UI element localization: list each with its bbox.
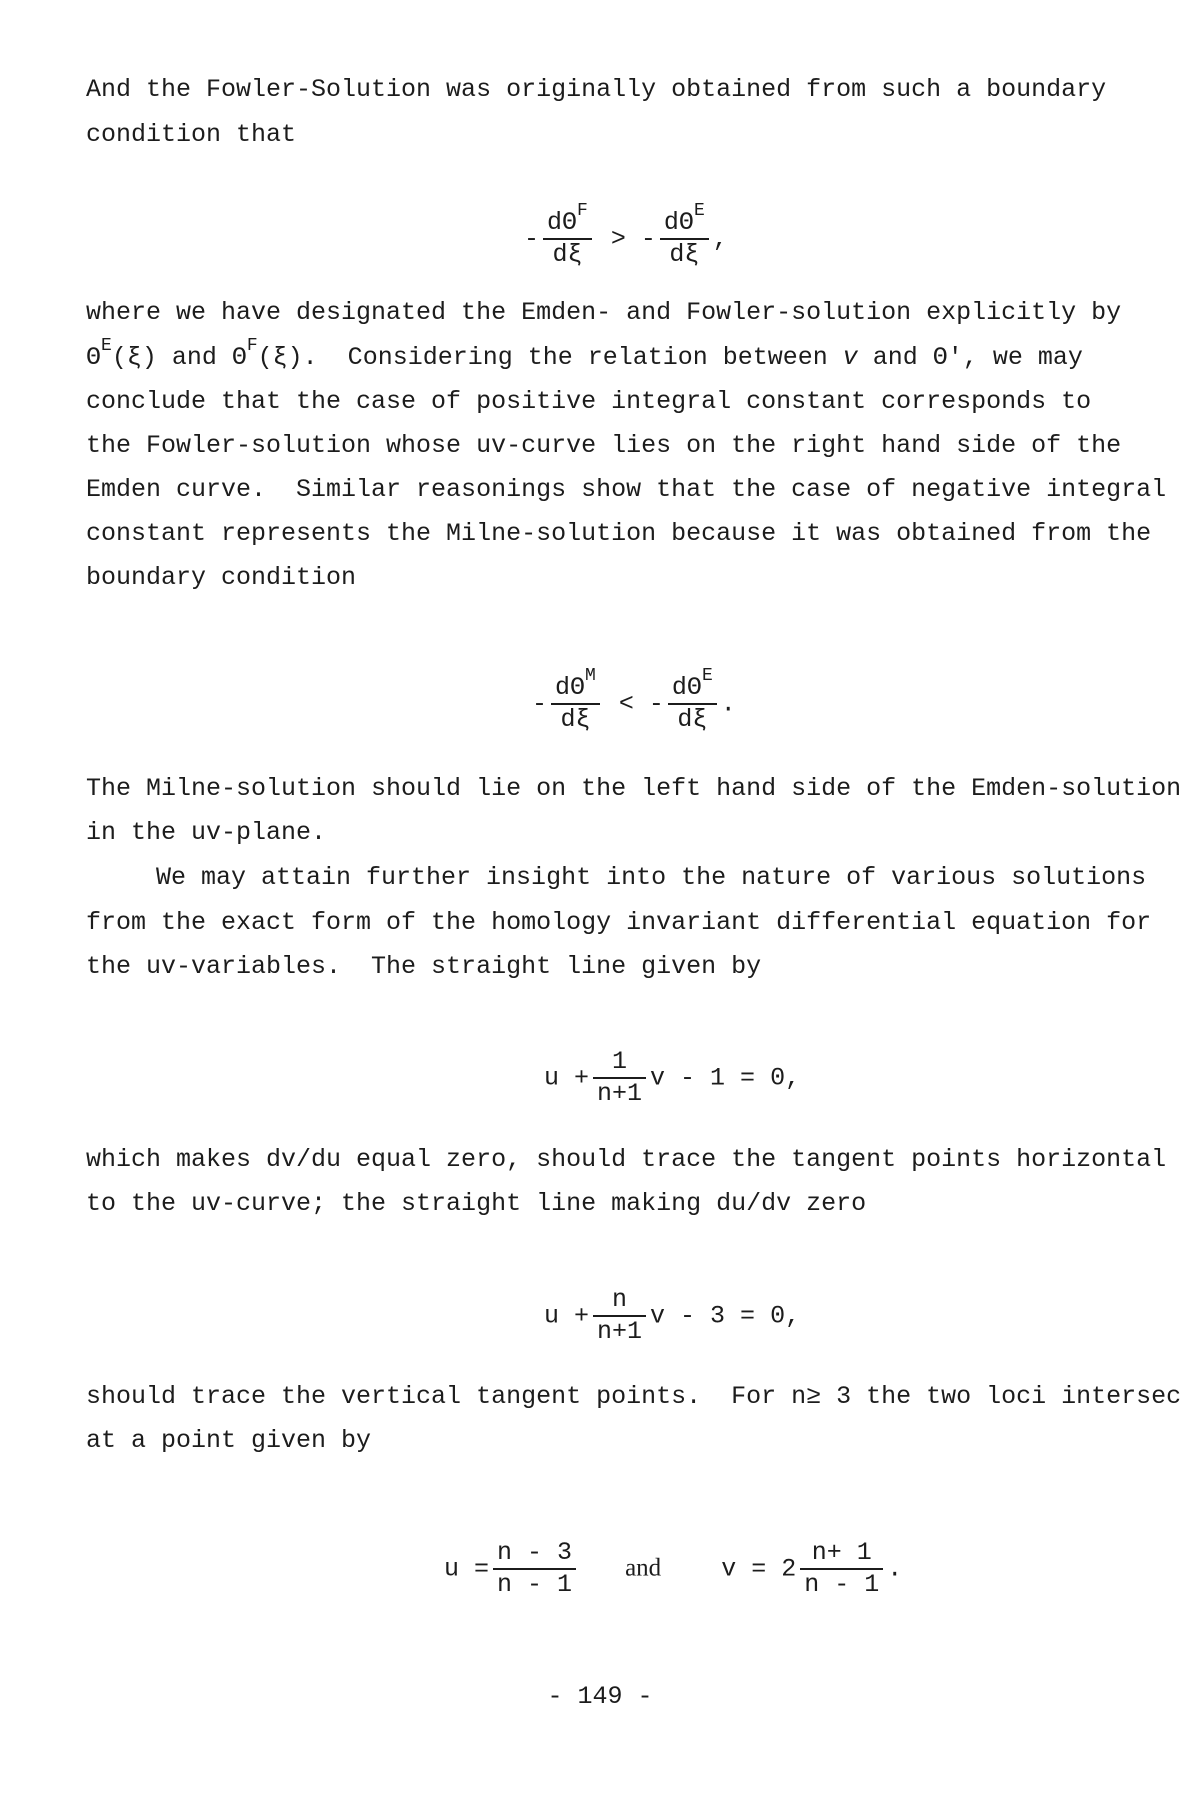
superscript-f: F bbox=[246, 336, 258, 356]
page-number: - 149 - bbox=[547, 1682, 653, 1711]
eq5-v-lhs: v = bbox=[721, 1554, 767, 1584]
paragraph-2-line-1: where we have designated the Emden- and Fowler-solution explicitly by bbox=[86, 298, 1122, 327]
equation-fowler-boundary bbox=[464, 178, 728, 300]
eq2-relation: < bbox=[618, 689, 634, 719]
eq5-and: and bbox=[625, 1554, 662, 1582]
eq5-u-fraction bbox=[493, 1538, 576, 1600]
eq2-fraction-milne bbox=[551, 666, 600, 735]
paragraph-2-line-2-rest-b: and Θ', we may bbox=[857, 343, 1083, 372]
eq5-v-fraction bbox=[800, 1538, 883, 1600]
paragraph-3-line-1: The Milne-solution should lie on the left hand side of the Emden-solution bbox=[86, 774, 1182, 803]
equation-intersection-point bbox=[384, 1508, 902, 1630]
eq1-numerator-2: dΘ bbox=[663, 208, 694, 237]
paragraph-2-line-3: conclude that the case of positive integral constant corresponds to bbox=[86, 387, 1092, 416]
eq4-fraction bbox=[593, 1285, 646, 1347]
eq2-superscript-2: E bbox=[701, 666, 713, 686]
paragraph-4-line-1: We may attain further insight into the nature of various solutions bbox=[156, 863, 1147, 892]
eq1-superscript-2: E bbox=[693, 201, 705, 221]
eq1-relation: > bbox=[610, 224, 626, 254]
paragraph-2-line-7: boundary condition bbox=[86, 563, 357, 592]
eq1-denominator-2: dξ bbox=[669, 240, 700, 269]
eq1-numerator-1: dΘ bbox=[547, 208, 578, 237]
eq5-trailing-punctuation: . bbox=[887, 1554, 903, 1584]
eq1-superscript-1: F bbox=[577, 201, 588, 221]
paragraph-6-line-1: should trace the vertical tangent points. For n≥ 3 the two loci intersec bbox=[86, 1382, 1182, 1411]
eq4-numerator: n bbox=[593, 1285, 646, 1317]
paragraph-4-line-3: the uv-variables. The straight line given by bbox=[86, 952, 762, 981]
eq3-rhs: v - 1 = 0, bbox=[650, 1063, 801, 1093]
eq3-lhs: u + bbox=[544, 1063, 590, 1093]
eq5-u-lhs: u = bbox=[444, 1554, 490, 1584]
eq3-numerator: 1 bbox=[593, 1047, 646, 1079]
eq1-minus: - bbox=[524, 224, 540, 254]
eq2-superscript-1: M bbox=[585, 666, 596, 686]
paragraph-1-line-2: condition that bbox=[86, 120, 297, 149]
eq5-u-numerator: n - 3 bbox=[493, 1538, 576, 1570]
eq1-denominator-1: dξ bbox=[552, 240, 583, 269]
paragraph-2-line-5: Emden curve. Similar reasonings show that the case of negative integral bbox=[86, 475, 1167, 504]
eq2-minus: - bbox=[532, 689, 548, 719]
eq5-u-denominator: n - 1 bbox=[497, 1570, 573, 1599]
eq2-denominator-1: dξ bbox=[560, 705, 591, 734]
eq4-denominator: n+1 bbox=[597, 1317, 643, 1346]
paragraph-4-line-2: from the exact form of the homology invariant differential equation for bbox=[86, 908, 1152, 937]
eq2-numerator-2: dΘ bbox=[671, 673, 702, 702]
eq3-fraction bbox=[593, 1047, 646, 1109]
eq2-minus-2: - bbox=[648, 689, 664, 719]
eq2-fraction-emden bbox=[668, 666, 717, 735]
paragraph-6-line-2: at a point given by bbox=[86, 1426, 372, 1455]
equation-milne-boundary bbox=[472, 643, 736, 765]
paragraph-2-line-2-rest-a: (ξ). Considering the relation between bbox=[257, 343, 843, 372]
paragraph-2-line-2 bbox=[86, 336, 1083, 373]
eq5-v-coefficient: 2 bbox=[781, 1554, 797, 1584]
eq4-rhs: v - 3 = 0, bbox=[650, 1301, 801, 1331]
paragraph-2-line-6: constant represents the Milne-solution because it was obtained from the bbox=[86, 519, 1152, 548]
eq1-fraction-emden bbox=[660, 201, 709, 270]
eq2-trailing-punctuation: . bbox=[720, 689, 736, 719]
eq1-minus-2: - bbox=[640, 224, 656, 254]
eq1-trailing-punctuation: , bbox=[712, 224, 728, 254]
paragraph-1-line-1: And the Fowler-Solution was originally obtained from such a boundary bbox=[86, 75, 1107, 104]
paragraph-2-line-4: the Fowler-solution whose uv-curve lies on the right hand side of the bbox=[86, 431, 1122, 460]
eq2-numerator-1: dΘ bbox=[555, 673, 586, 702]
equation-vertical-tangent-locus bbox=[484, 1255, 800, 1377]
equation-horizontal-tangent-locus bbox=[484, 1017, 800, 1139]
theta-symbol: Θ bbox=[86, 343, 102, 372]
eq3-denominator: n+1 bbox=[597, 1079, 643, 1108]
eq5-v-numerator: n+ 1 bbox=[800, 1538, 883, 1570]
eq1-fraction-fowler bbox=[543, 201, 592, 270]
eq2-denominator-2: dξ bbox=[677, 705, 708, 734]
paragraph-3-line-2: in the uv-plane. bbox=[86, 818, 327, 847]
variable-v: v bbox=[842, 343, 858, 372]
superscript-e: E bbox=[101, 336, 112, 356]
eq4-lhs: u + bbox=[544, 1301, 590, 1331]
paragraph-5-line-2: to the uv-curve; the straight line making du/dv zero bbox=[86, 1189, 867, 1218]
paragraph-2-line-2-mid: (ξ) and Θ bbox=[111, 343, 247, 372]
eq5-v-denominator: n - 1 bbox=[804, 1570, 880, 1599]
paragraph-5-line-1: which makes dv/du equal zero, should trace the tangent points horizontal bbox=[86, 1145, 1167, 1174]
